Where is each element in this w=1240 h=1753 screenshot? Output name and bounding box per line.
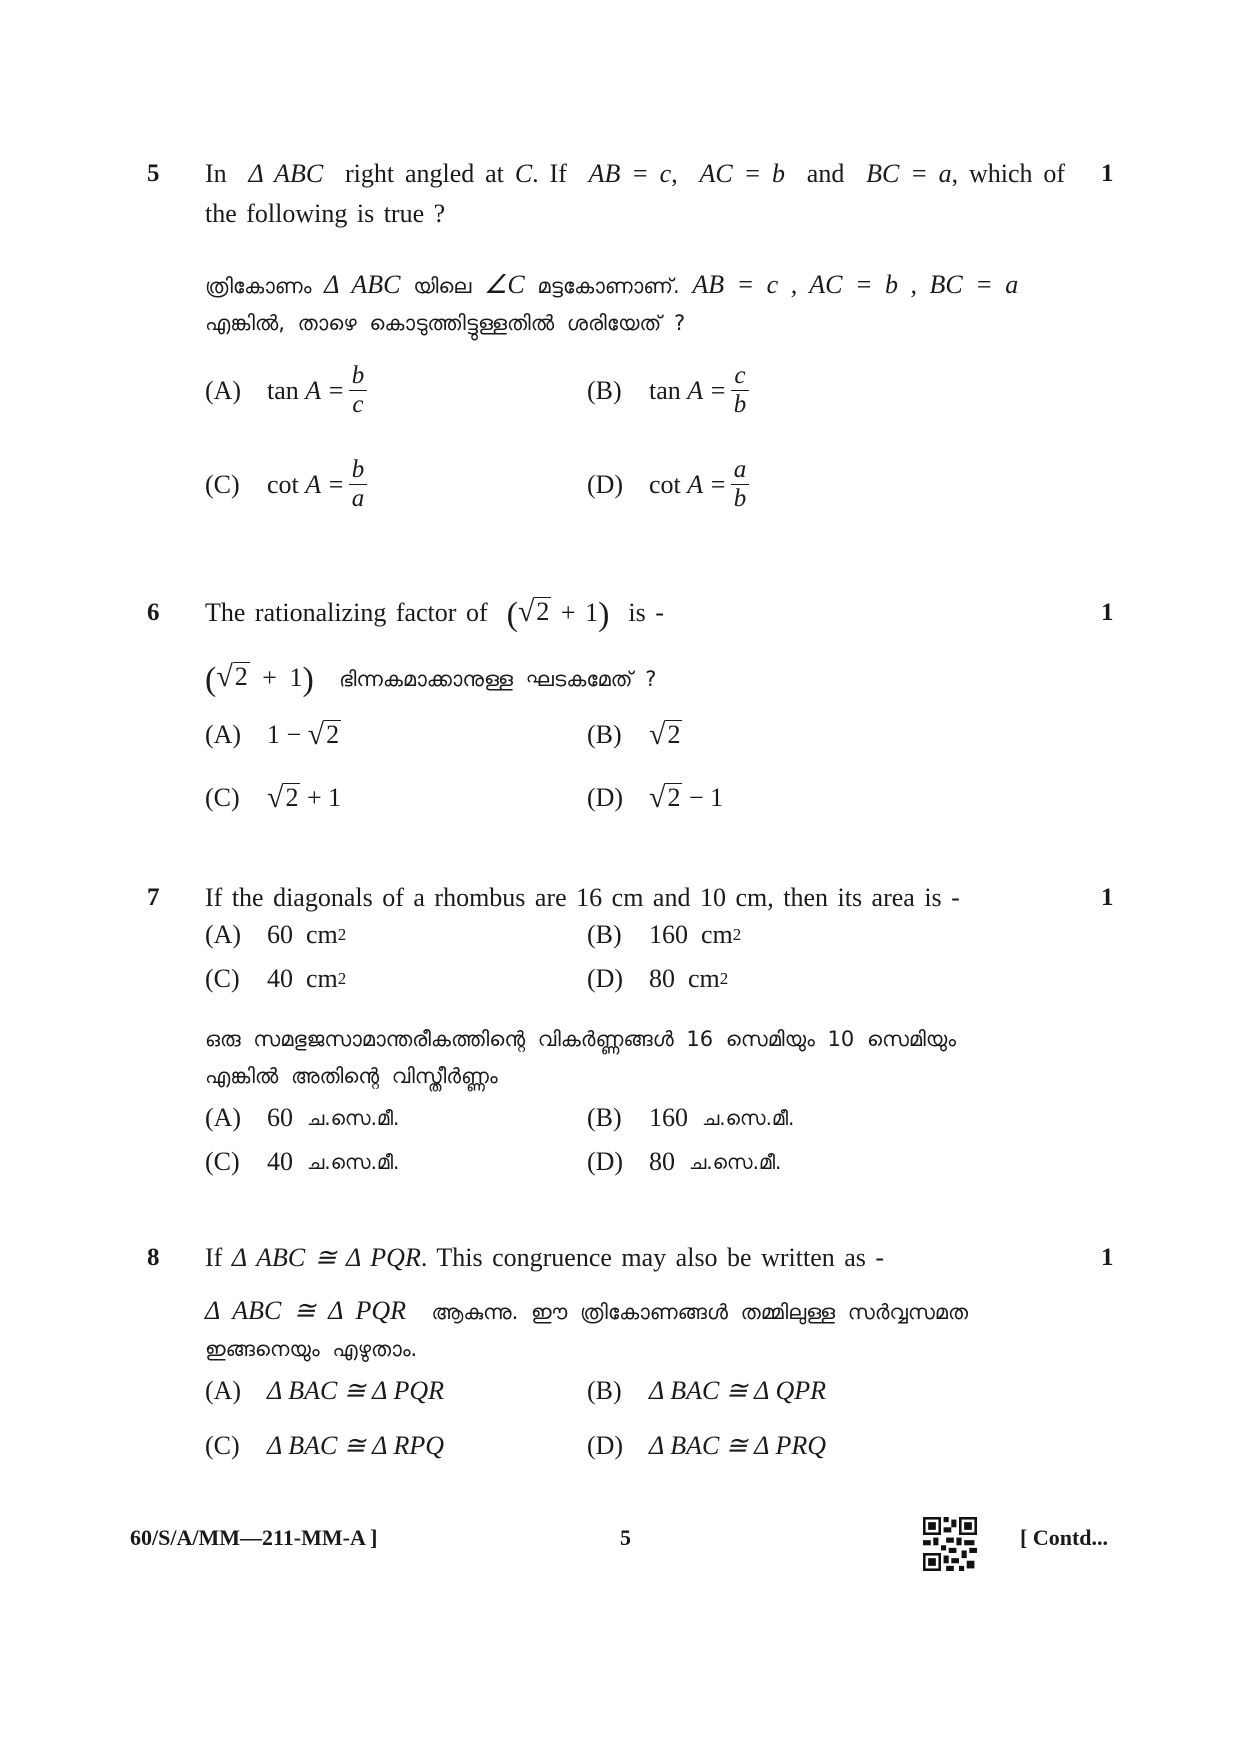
square-root: √ 2 bbox=[216, 660, 248, 693]
question-text-english: If Δ ABC ≅ Δ PQR. This congruence may also be written as - bbox=[205, 1243, 885, 1272]
option-a: (A) tan A = $\frac{b}{c}$ bbox=[205, 362, 367, 419]
option-d: (D) 80 cm 2 bbox=[587, 964, 729, 993]
question-marks: 1 bbox=[1101, 160, 1114, 187]
ml-option-d: (D) 80 ച.സെ.മീ. bbox=[587, 1147, 782, 1176]
fraction: $\frac{b}{c}$ bbox=[349, 362, 368, 419]
fraction: $\frac{b}{a}$ bbox=[349, 456, 368, 513]
question-number: 6 bbox=[147, 599, 160, 626]
question-text-english: The rationalizing factor of ( √ 2 + 1) is - bbox=[205, 595, 664, 634]
square-root: √ 2 bbox=[267, 781, 299, 814]
question-text-malayalam: ത്രികോണം Δ ABC യിലെ ∠C മട്ടകോണാണ്. AB = c , AC = b , BC = a എങ്കിൽ, താഴെ കൊടുത്തിട്ടുള്ളതിൽ ശരിയേത് ? bbox=[205, 270, 1019, 335]
question-text-english: In Δ ABC right angled at C. If AB = c, AC = b and BC = a, which of the following is true ? bbox=[205, 159, 1066, 228]
option-c: (C) Δ BAC ≅ Δ RPQ bbox=[205, 1431, 445, 1460]
question-number: 8 bbox=[147, 1244, 160, 1271]
question-text-english: If the diagonals of a rhombus are 16 cm and 10 cm, then its area is - bbox=[205, 883, 960, 912]
fraction: $\frac{a}{b}$ bbox=[731, 456, 750, 513]
option-d: (D) Δ BAC ≅ Δ PRQ bbox=[587, 1431, 827, 1460]
option-c: (C) cot A = $\frac{b}{a}$ bbox=[205, 456, 367, 513]
square-root: √ 2 bbox=[649, 718, 681, 751]
question-text-malayalam: ഒരു സമഭുജസാമാന്തരീകത്തിന്റെ വികർണ്ണങ്ങൾ 16 സെമിയും 10 സെമിയും എങ്കിൽ അതിന്റെ വിസ്തീർണ്ണം bbox=[205, 1027, 957, 1088]
option-a: (A) Δ BAC ≅ Δ PQR bbox=[205, 1376, 445, 1405]
page-number: 5 bbox=[620, 1525, 631, 1550]
option-d: (D) cot A = $\frac{a}{b}$ bbox=[587, 456, 749, 513]
ml-option-c: (C) 40 ച.സെ.മീ. bbox=[205, 1147, 400, 1176]
paper-code: 60/S/A/MM—211-MM-A ] bbox=[130, 1525, 378, 1550]
square-root: √ 2 bbox=[307, 718, 340, 751]
question-marks: 1 bbox=[1101, 599, 1114, 626]
option-c: (C) √ 2 + 1 bbox=[205, 781, 342, 814]
ml-option-b: (B) 160 ച.സെ.മീ. bbox=[587, 1103, 795, 1132]
question-text-malayalam: Δ ABC ≅ Δ PQR ആകുന്നു. ഈ ത്രികോണങ്ങൾ തമ്മിലുള്ള സർവ്വസമത ഇങ്ങനെയും എഴുതാം. bbox=[205, 1296, 968, 1361]
square-root: √ 2 bbox=[517, 595, 550, 628]
option-b: (B) √ 2 bbox=[587, 718, 681, 751]
continued-marker: [ Contd... bbox=[1020, 1525, 1109, 1550]
question-text-malayalam: ( √ 2 + 1) ഭിന്നകമാക്കാനുള്ള ഘടകമേത് ? bbox=[205, 660, 657, 699]
option-b: (B) tan A = $\frac{c}{b}$ bbox=[587, 362, 749, 419]
ml-option-a: (A) 60 ച.സെ.മീ. bbox=[205, 1103, 400, 1132]
page-footer bbox=[0, 1525, 1240, 1575]
question-marks: 1 bbox=[1101, 1244, 1114, 1271]
qr-code-icon bbox=[923, 1517, 977, 1571]
option-b: (B) Δ BAC ≅ Δ QPR bbox=[587, 1376, 827, 1405]
square-root: √ 2 bbox=[649, 781, 681, 814]
option-a: (A) 60 cm 2 bbox=[205, 920, 347, 949]
option-d: (D) √ 2 − 1 bbox=[587, 781, 724, 814]
option-b: (B) 160 cm 2 bbox=[587, 920, 742, 949]
fraction: $\frac{c}{b}$ bbox=[731, 362, 750, 419]
question-number: 7 bbox=[147, 884, 160, 911]
option-a: (A) 1 − √ 2 bbox=[205, 718, 340, 751]
option-c: (C) 40 cm 2 bbox=[205, 964, 347, 993]
question-number: 5 bbox=[147, 160, 160, 187]
question-marks: 1 bbox=[1101, 884, 1114, 911]
